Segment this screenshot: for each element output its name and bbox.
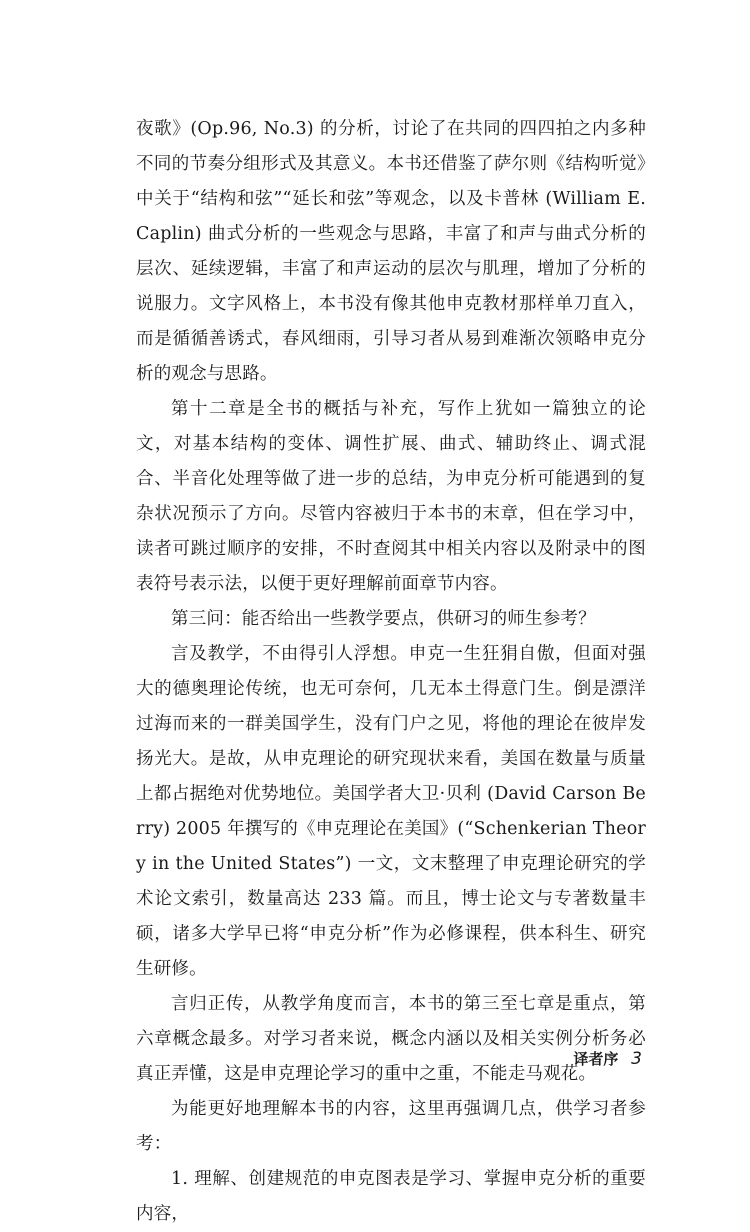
paragraph-point-one: 1. 理解、创建规范的申克图表是学习、掌握申克分析的重要内容， (136, 1169, 646, 1224)
paragraph-third-question: 第三问：能否给出一些教学要点，供研习的师生参考？ (171, 609, 596, 629)
paragraph-teaching: 言及教学，不由得引人浮想。申克一生狂狷自傲，但面对强大的德奥理论传统，也无可奈何，几无本土得意门生。倒是漂洋过海而来的一群美国学生，没有门户之见，将他的理论在彼岸发扬光大。是故，从申克理论的研究现状来看，美国在数量与质量上都占据绝对优势地位。美国学者大卫·贝利 (David Carson Berry) 2005 年撰写的《申克理论在美国》(“Schenkerian Theory in the United States”) 一文，文末整理了申克理论研究的学术论文索引，数量高达 233 篇。而且，博士论文与专著数量丰硕，诸多大学早已将“申克分析”作为必修课程，供本科生、研究生研修。 (136, 644, 646, 979)
page-number: 3 (631, 1049, 642, 1069)
paragraph-back-to-topic: 言归正传，从教学角度而言，本书的第三至七章是重点，第六章概念最多。对学习者来说，概念内涵以及相关实例分析务必真正弄懂，这是申克理论学习的重中之重，不能走马观花。 (136, 994, 646, 1084)
page-footer (573, 1048, 642, 1069)
paragraph-chapter-twelve: 第十二章是全书的概括与补充，写作上犹如一篇独立的论文，对基本结构的变体、调性扩展、曲式、辅助终止、调式混合、半音化处理等做了进一步的总结，为申克分析可能遇到的复杂状况预示了方向。尽管内容被归于本书的末章，但在学习中，读者可跳过顺序的安排，不时查阅其中相关内容以及附录中的图表符号表示法，以便于更好理解前面章节内容。 (136, 399, 646, 594)
running-footer-title: 译者序 (573, 1050, 619, 1068)
paragraph-continued-analysis: 夜歌》(Op.96, No.3) 的分析，讨论了在共同的四四拍之内多种不同的节奏分组形式及其意义。本书还借鉴了萨尔则《结构听觉》中关于“结构和弦”“延长和弦”等观念，以及卡普林 (William E. Caplin) 曲式分析的一些观念与思路，丰富了和声与曲式分析的层次、延续逻辑，丰富了和声运动的层次与肌理，增加了分析的说服力。文字风格上，本书没有像其他申克教材那样单刀直入，而是循循善诱式，春风细雨，引导习者从易到难渐次领略申克分析的观念与思路。 (136, 119, 646, 384)
paragraph-emphasis-intro: 为能更好地理解本书的内容，这里再强调几点，供学习者参考： (136, 1099, 646, 1154)
body-text (136, 112, 646, 1232)
